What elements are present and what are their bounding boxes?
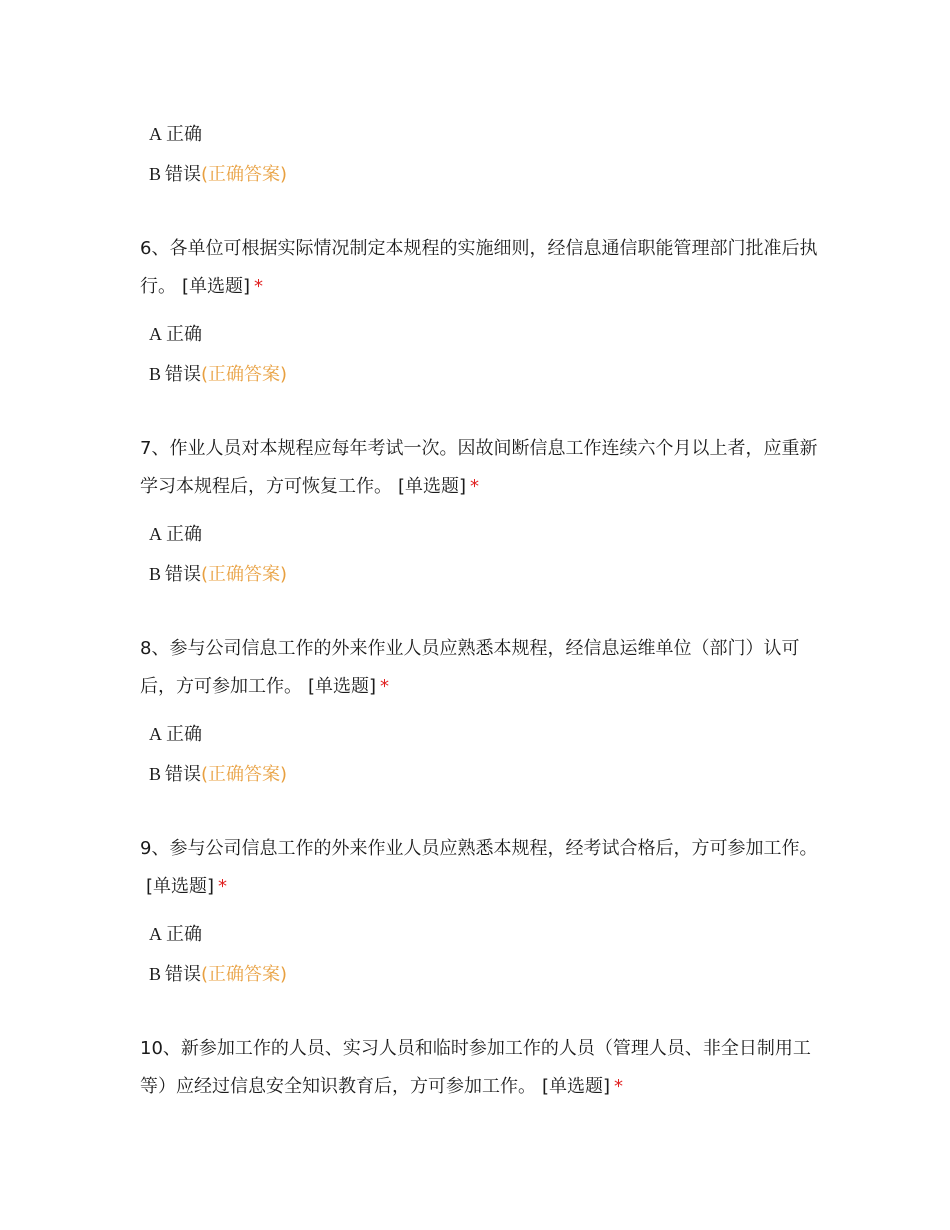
option-letter: A	[149, 924, 162, 944]
option-text: 错误	[165, 164, 202, 185]
option-text: 错误	[165, 964, 202, 985]
option-b[interactable]	[149, 762, 287, 787]
required-marker: *	[254, 276, 264, 297]
option-letter: A	[149, 724, 162, 744]
question-text: 8、参与公司信息工作的外来作业人员应熟悉本规程，经信息运维单位（部门）认可后，方可参加工作。	[140, 638, 800, 697]
option-letter: B	[149, 164, 162, 184]
question-9	[140, 830, 820, 906]
option-letter: A	[149, 524, 162, 544]
question-type-label: [单选题]	[146, 876, 215, 897]
option-text: 错误	[165, 764, 202, 785]
option-text: 错误	[165, 564, 202, 585]
correct-answer-tag: (正确答案)	[201, 364, 288, 385]
question-type-label: [单选题]	[398, 476, 467, 497]
option-a[interactable]	[149, 522, 202, 547]
option-b[interactable]	[149, 962, 287, 987]
required-marker: *	[218, 876, 228, 897]
option-letter: B	[149, 964, 162, 984]
question-text: 10、新参加工作的人员、实习人员和临时参加工作的人员（管理人员、非全日制用工等）应经过信息安全知识教育后，方可参加工作。	[140, 1038, 811, 1097]
option-letter: B	[149, 364, 162, 384]
option-letter: B	[149, 564, 162, 584]
option-text: 正确	[166, 724, 202, 745]
question-text: 9、参与公司信息工作的外来作业人员应熟悉本规程，经考试合格后，方可参加工作。	[140, 838, 818, 859]
option-letter: A	[149, 324, 162, 344]
question-10	[140, 1030, 820, 1106]
required-marker: *	[470, 476, 480, 497]
option-b[interactable]	[149, 562, 287, 587]
question-7	[140, 430, 820, 506]
option-a[interactable]	[149, 122, 202, 147]
question-8	[140, 630, 820, 706]
correct-answer-tag: (正确答案)	[201, 164, 288, 185]
option-letter: B	[149, 764, 162, 784]
question-text: 7、作业人员对本规程应每年考试一次。因故间断信息工作连续六个月以上者，应重新学习本规程后，方可恢复工作。	[140, 438, 818, 497]
option-text: 正确	[166, 324, 202, 345]
correct-answer-tag: (正确答案)	[201, 764, 288, 785]
question-type-label: [单选题]	[542, 1076, 611, 1097]
option-b[interactable]	[149, 162, 287, 187]
question-type-label: [单选题]	[308, 676, 377, 697]
required-marker: *	[614, 1076, 624, 1097]
correct-answer-tag: (正确答案)	[201, 964, 288, 985]
option-a[interactable]	[149, 322, 202, 347]
option-text: 错误	[165, 364, 202, 385]
question-type-label: [单选题]	[182, 276, 251, 297]
required-marker: *	[380, 676, 390, 697]
option-text: 正确	[166, 524, 202, 545]
question-6	[140, 230, 820, 306]
option-b[interactable]	[149, 362, 287, 387]
option-a[interactable]	[149, 922, 202, 947]
option-a[interactable]	[149, 722, 202, 747]
option-letter: A	[149, 124, 162, 144]
option-text: 正确	[166, 124, 202, 145]
option-text: 正确	[166, 924, 202, 945]
correct-answer-tag: (正确答案)	[201, 564, 288, 585]
question-text: 6、各单位可根据实际情况制定本规程的实施细则，经信息通信职能管理部门批准后执行。	[140, 238, 818, 297]
